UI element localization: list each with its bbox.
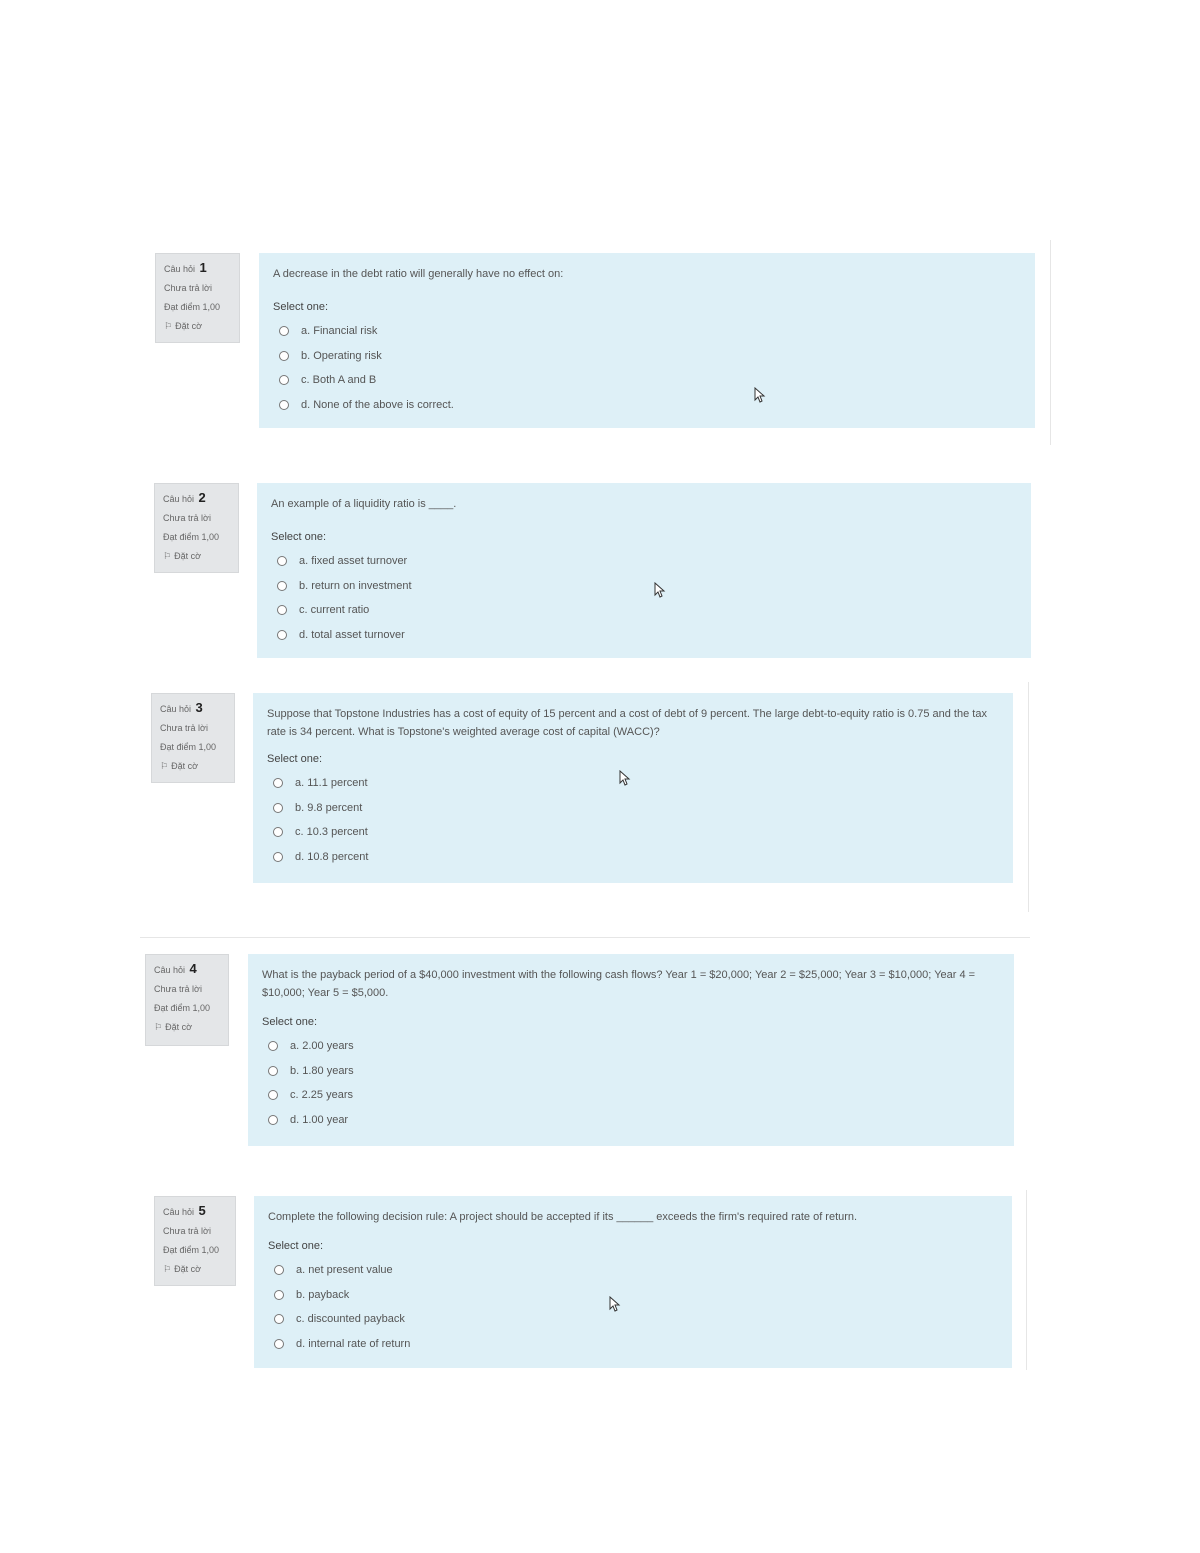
radio-button[interactable] (279, 375, 289, 385)
frame-line (1026, 1190, 1027, 1370)
radio-button[interactable] (273, 778, 283, 788)
radio-button[interactable] (268, 1041, 278, 1051)
answer-option[interactable]: d. total asset turnover (271, 623, 1017, 648)
answer-option[interactable]: b. Operating risk (273, 344, 1021, 369)
answer-option[interactable]: c. 10.3 percent (267, 820, 999, 845)
answer-option[interactable]: d. 1.00 year (262, 1108, 1000, 1133)
radio-button[interactable] (268, 1066, 278, 1076)
question-content (259, 253, 1035, 428)
question-text: An example of a liquidity ratio is ____. (271, 498, 457, 510)
radio-button[interactable] (279, 351, 289, 361)
flag-icon: ⚐ (164, 321, 173, 331)
select-one-label: Select one: (262, 1016, 318, 1028)
question-text: Complete the following decision rule: A project should be accepted if its ______ exceeds the firm's required rate of return. (268, 1211, 858, 1223)
question-number-label: Câu hỏi 3 (160, 700, 203, 715)
answer-option[interactable]: b. 9.8 percent (267, 796, 999, 821)
answer-option[interactable]: a. fixed asset turnover (271, 549, 1017, 574)
select-one-label: Select one: (273, 301, 329, 313)
question-points: Đạt điểm 1,00 (164, 302, 221, 312)
question-number-label: Câu hỏi 5 (163, 1203, 206, 1218)
flag-icon: ⚐ (163, 1264, 172, 1274)
answer-option[interactable]: a. 2.00 years (262, 1034, 1000, 1059)
frame-line (140, 937, 1030, 938)
radio-button[interactable] (273, 803, 283, 813)
question-info-panel (154, 1196, 236, 1286)
answer-option[interactable]: c. current ratio (271, 598, 1017, 623)
answer-option[interactable]: d. None of the above is correct. (273, 393, 1021, 418)
question-status: Chưa trả lời (163, 1226, 211, 1236)
radio-button[interactable] (274, 1314, 284, 1324)
answer-option[interactable]: d. internal rate of return (268, 1332, 998, 1357)
question-content (257, 483, 1031, 658)
radio-button[interactable] (273, 827, 283, 837)
flag-icon: ⚐ (163, 551, 172, 561)
question-points: Đạt điểm 1,00 (163, 1245, 220, 1255)
radio-button[interactable] (273, 852, 283, 862)
answer-option[interactable]: c. 2.25 years (262, 1083, 1000, 1108)
radio-button[interactable] (268, 1115, 278, 1125)
radio-button[interactable] (274, 1290, 284, 1300)
question-points: Đạt điểm 1,00 (154, 1003, 211, 1013)
question-info-panel (155, 253, 240, 343)
select-one-label: Select one: (268, 1240, 324, 1252)
question-status: Chưa trả lời (163, 513, 211, 523)
radio-button[interactable] (274, 1265, 284, 1275)
select-one-label: Select one: (271, 531, 327, 543)
flag-icon: ⚐ (160, 761, 169, 771)
radio-button[interactable] (277, 581, 287, 591)
flag-icon: ⚐ (154, 1022, 163, 1032)
answer-option[interactable]: a. 11.1 percent (267, 771, 999, 796)
flag-question-button[interactable]: ⚐ Đặt cờ (164, 321, 202, 331)
radio-button[interactable] (279, 326, 289, 336)
radio-button[interactable] (277, 605, 287, 615)
question-status: Chưa trả lời (164, 283, 212, 293)
question-content (253, 693, 1013, 883)
question-info-panel (154, 483, 239, 573)
question-number-label: Câu hỏi 1 (164, 260, 207, 275)
answer-option[interactable]: b. return on investment (271, 574, 1017, 599)
answer-option[interactable]: d. 10.8 percent (267, 845, 999, 870)
question-number-label: Câu hỏi 4 (154, 961, 197, 976)
question-text: A decrease in the debt ratio will generally have no effect on: (273, 268, 564, 280)
question-info-panel (145, 954, 229, 1046)
question-content (254, 1196, 1012, 1368)
mouse-cursor-icon (609, 1296, 623, 1312)
answer-option[interactable]: b. payback (268, 1283, 998, 1308)
radio-button[interactable] (277, 630, 287, 640)
question-info-panel (151, 693, 235, 783)
radio-button[interactable] (277, 556, 287, 566)
question-content (248, 954, 1014, 1146)
answer-option[interactable]: a. Financial risk (273, 319, 1021, 344)
question-number-label: Câu hỏi 2 (163, 490, 206, 505)
question-text: What is the payback period of a $40,000 investment with the following cash flows? Year 1 = $20,000; Year 2 = $25,000; Year 3 = $10,000; Year 4 = $10,000; Year 5 = $5,000. (262, 969, 976, 999)
mouse-cursor-icon (754, 387, 768, 403)
mouse-cursor-icon (654, 582, 668, 598)
answer-option[interactable]: c. Both A and B (273, 368, 1021, 393)
question-status: Chưa trả lời (160, 723, 208, 733)
flag-question-button[interactable]: ⚐ Đặt cờ (160, 761, 198, 771)
radio-button[interactable] (268, 1090, 278, 1100)
frame-line (1028, 682, 1029, 912)
select-one-label: Select one: (267, 753, 323, 765)
frame-line (1050, 240, 1051, 445)
flag-question-button[interactable]: ⚐ Đặt cờ (154, 1022, 192, 1032)
question-points: Đạt điểm 1,00 (163, 532, 220, 542)
question-points: Đạt điểm 1,00 (160, 742, 217, 752)
answer-option[interactable]: a. net present value (268, 1258, 998, 1283)
mouse-cursor-icon (619, 770, 633, 786)
answer-option[interactable]: b. 1.80 years (262, 1059, 1000, 1084)
answer-option[interactable]: c. discounted payback (268, 1307, 998, 1332)
flag-question-button[interactable]: ⚐ Đặt cờ (163, 551, 201, 561)
question-text: Suppose that Topstone Industries has a cost of equity of 15 percent and a cost of debt of 9 percent. The large debt-to-equity ratio is 0.75 and the tax rate is 34 percent. What is Topstone's weighted average cost of capital (WACC)? (267, 708, 987, 738)
radio-button[interactable] (274, 1339, 284, 1349)
radio-button[interactable] (279, 400, 289, 410)
question-status: Chưa trả lời (154, 984, 202, 994)
flag-question-button[interactable]: ⚐ Đặt cờ (163, 1264, 201, 1274)
